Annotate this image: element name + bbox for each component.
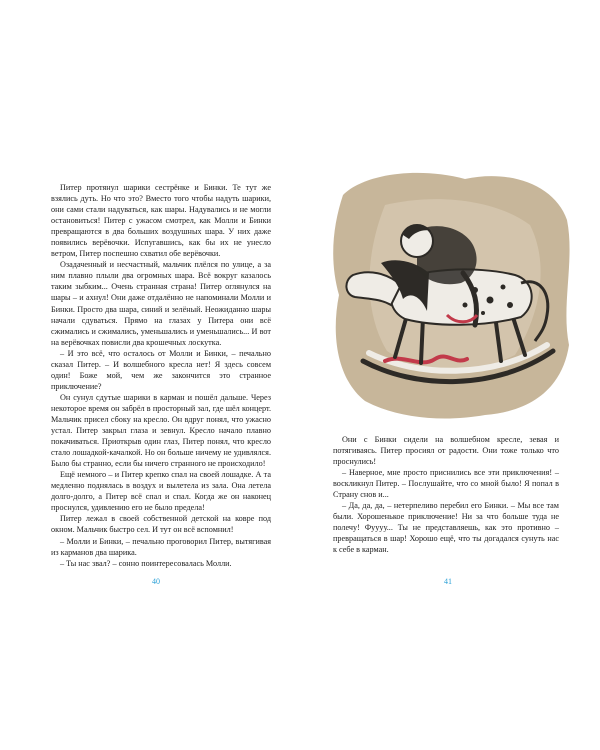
paragraph: – И это всё, что осталось от Молли и Бинки, – печально сказал Питер. – И волшебного кресла нет! Я здесь совсем один! Боже мой, чем же закончится это странное приключение? <box>51 348 271 391</box>
paragraph: Питер лежал в своей собственной детской на ковре под окном. Мальчик быстро сел. И тут он всё вспомнил! <box>51 514 271 535</box>
paragraph: Они с Бинки сидели на волшебном кресле, зевая и потягиваясь. Питер просиял от радости. Они тоже только что проснулись! <box>333 435 559 467</box>
paragraph: – Молли и Бинки, – печально проговорил Питер, вытягивая из карманов два шарика. <box>51 536 271 557</box>
rocking-horse-illustration <box>325 165 575 425</box>
left-page-text <box>51 182 271 569</box>
paragraph: Озадаченный и несчастный, мальчик плёлся по улице, а за ним плавно плыли два огромных шара. Всё вокруг казалось таким зыбким... Очень странная страна! Питер оглянулся на шары – и ахнул! Они даже отдалённо не напоминали Молли и Бинки. Просто два шара, синий и зелёный. Неожиданно шары начали сдуваться. Прямо на глазах у Питера они всё сжимались и сжимались, уменьшались и уменьшались... И вот на верёвочках повисли два крошечных лоскутка. <box>51 260 271 347</box>
paragraph: – Да, да, да, – нетерпеливо перебил его Бинки. – Мы все там были. Хорошенькое приключение! Ни за что больше туда не полечу! Фуууу... Ты не представляешь, как это противно – превращаться в шар! Хорошо ещё, что ты догадался сунуть нас к себе в карман. <box>333 501 559 555</box>
page-number-right: 41 <box>444 577 452 586</box>
paragraph: Ещё немного – и Питер крепко спал на своей лошадке. А та медленно поднялась в воздух и вылетела из зала. Она летела долго-долго, а Питер всё спал и спал. Когда же он наконец проснулся, удивлению его не было предела! <box>51 470 271 513</box>
paragraph: – Наверное, мне просто приснились все эти приключения! – воскликнул Питер. – Послушайте, что со мной было! Я попал в Страну снов и... <box>333 468 559 500</box>
paragraph: Он сунул сдутые шарики в карман и пошёл дальше. Через некоторое время он забрёл в просторный зал, где шёл концерт. Мальчик присел сбоку на кресло. Он вдруг понял, что ужасно устал. Питер закрыл глаза и зевнул. Кресло начало плавно покачиваться. Приоткрыв один глаз, Питер понял, что кресло стало лошадкой-качалкой. Но он больше ничему не удивлялся. Было бы странно, если бы ничего странного не происходило! <box>51 392 271 469</box>
right-page <box>300 0 600 750</box>
right-page-text <box>333 434 559 556</box>
page-number-left: 40 <box>152 577 160 586</box>
paragraph: Питер протянул шарики сестрёнке и Бинки. Те тут же взялись дуть. Но что это? Вместо того чтобы надуть шарики, они сами стали надуваться, как шары. Надувались и не могли остановиться! Питер с ужасом смотрел, как Молли и Бинки превращаются в два больших воздушных шара. У них даже появились верёвочки. Испугавшись, как бы их не унесло ветром, Питер поспешно схватил обе верёвочки. <box>51 183 271 259</box>
paragraph: – Ты нас звал? – сонно поинтересовалась Молли. <box>60 558 232 568</box>
